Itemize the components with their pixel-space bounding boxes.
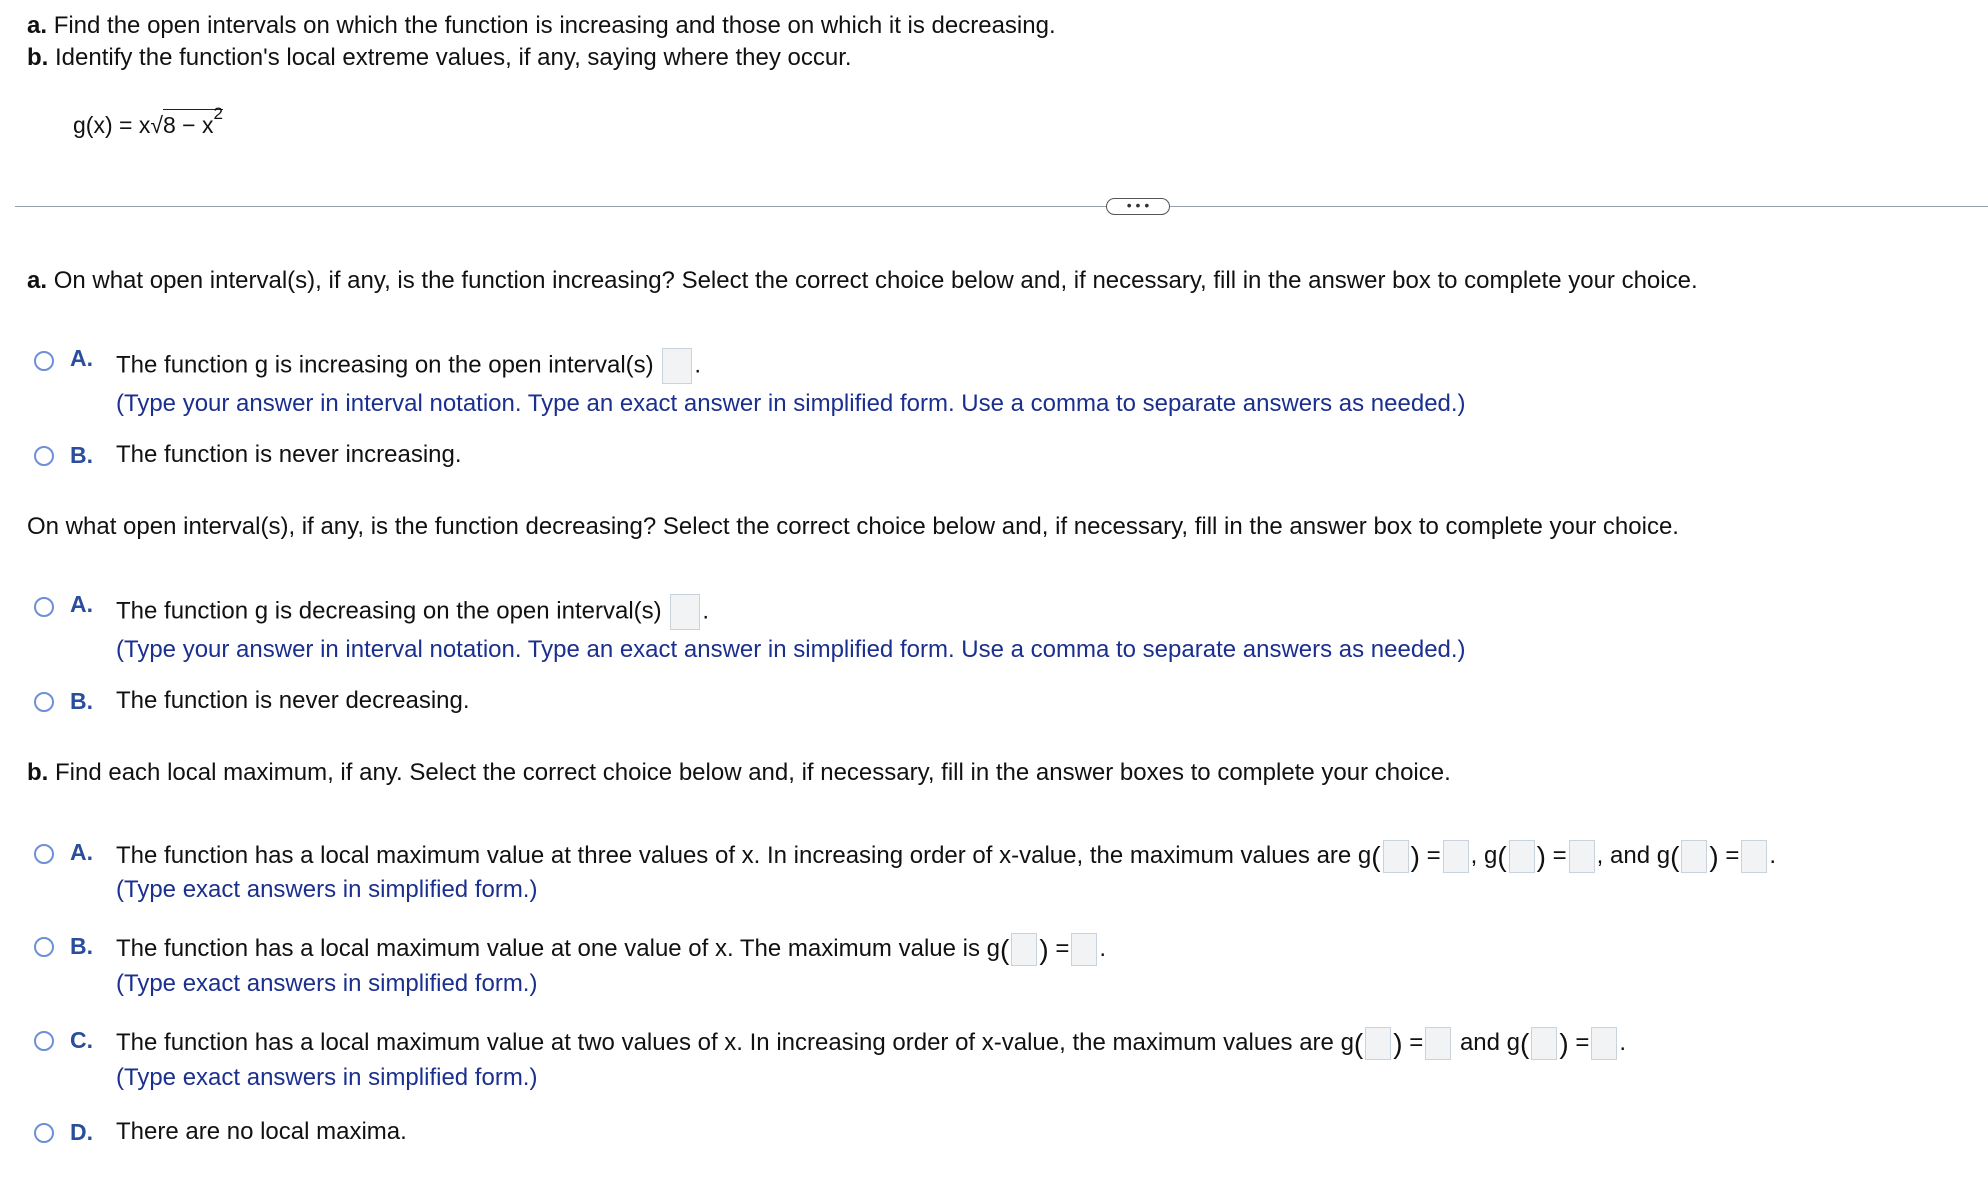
more-options-button[interactable]: • • • (1106, 198, 1170, 215)
maximum-option-d-letter: D. (70, 1119, 93, 1145)
maximum-option-c-text: The function has a local maximum value at two values of x. In increasing order of x-value, the maximum values are g( ) = and g( ) = . (116, 1027, 1627, 1059)
maximum-option-a-letter: A. (70, 839, 93, 865)
max-c-value1-input[interactable] (1425, 1027, 1451, 1060)
increasing-prompt: a. On what open interval(s), if any, is the function increasing? Select the correct choice below and, if necessary, fill in the answer box to complete your choice. (27, 267, 1698, 294)
maximum-option-b-text: The function has a local maximum value at one value of x. The maximum value is g( ) = . (116, 933, 1106, 965)
increasing-option-a-letter: A. (70, 345, 93, 371)
decreasing-option-a-radio[interactable] (34, 597, 54, 617)
maximum-option-b-hint: (Type exact answers in simplified form.) (116, 970, 538, 997)
decreasing-option-b-radio[interactable] (34, 692, 54, 712)
maximum-option-a-text: The function has a local maximum value at three values of x. In increasing order of x-value, the maximum values are g( ) = , g( ) = , and g( ) = . (116, 840, 1777, 872)
maximum-option-a-hint: (Type exact answers in simplified form.) (116, 876, 538, 903)
max-c-x2-input[interactable] (1531, 1027, 1557, 1060)
increasing-option-b-text: The function is never increasing. (116, 441, 462, 468)
max-b-x-input[interactable] (1011, 933, 1037, 966)
instruction-a: a. Find the open intervals on which the function is increasing and those on which it is decreasing. (27, 12, 1056, 39)
increasing-option-a-radio[interactable] (34, 351, 54, 371)
max-b-value-input[interactable] (1071, 933, 1097, 966)
decreasing-option-b-letter: B. (70, 688, 93, 714)
decreasing-option-a-letter: A. (70, 591, 93, 617)
instruction-b: b. Identify the function's local extreme values, if any, saying where they occur. (27, 44, 852, 71)
max-a-value1-input[interactable] (1443, 840, 1469, 873)
maximum-option-b-letter: B. (70, 933, 93, 959)
maximum-option-c-radio[interactable] (34, 1031, 54, 1051)
section-divider (15, 206, 1988, 207)
max-a-value2-input[interactable] (1569, 840, 1595, 873)
decreasing-interval-input[interactable] (670, 594, 700, 630)
decreasing-prompt: On what open interval(s), if any, is the function decreasing? Select the correct choice below and, if necessary, fill in the answer box to complete your choice. (27, 513, 1679, 540)
max-a-x2-input[interactable] (1509, 840, 1535, 873)
maximum-option-a-radio[interactable] (34, 844, 54, 864)
increasing-interval-input[interactable] (662, 348, 692, 384)
maximum-option-c-hint: (Type exact answers in simplified form.) (116, 1064, 538, 1091)
maximum-option-c-letter: C. (70, 1027, 93, 1053)
maximum-prompt: b. Find each local maximum, if any. Select the correct choice below and, if necessary, fill in the answer boxes to complete your choice. (27, 759, 1451, 786)
sqrt-symbol: √ (150, 112, 163, 138)
increasing-option-a-hint: (Type your answer in interval notation. Type an exact answer in simplified form. Use a comma to separate answers as needed.) (116, 390, 1466, 417)
increasing-option-a-text: The function g is increasing on the open interval(s) . (116, 348, 701, 384)
function-definition: $g(x) = x√8 - x^2$ (73, 104, 223, 138)
max-c-x1-input[interactable] (1365, 1027, 1391, 1060)
decreasing-option-b-text: The function is never decreasing. (116, 687, 470, 714)
max-a-x3-input[interactable] (1681, 840, 1707, 873)
max-a-value3-input[interactable] (1741, 840, 1767, 873)
decreasing-option-a-text: The function g is decreasing on the open interval(s) . (116, 594, 709, 630)
max-a-x1-input[interactable] (1383, 840, 1409, 873)
radicand: $8 - x^2$ (162, 104, 223, 138)
max-c-value2-input[interactable] (1591, 1027, 1617, 1060)
decreasing-option-a-hint: (Type your answer in interval notation. Type an exact answer in simplified form. Use a comma to separate answers as needed.) (116, 636, 1466, 663)
increasing-option-b-radio[interactable] (34, 446, 54, 466)
maximum-option-d-text: There are no local maxima. (116, 1118, 407, 1145)
maximum-option-d-radio[interactable] (34, 1123, 54, 1143)
maximum-option-b-radio[interactable] (34, 937, 54, 957)
increasing-option-b-letter: B. (70, 442, 93, 468)
